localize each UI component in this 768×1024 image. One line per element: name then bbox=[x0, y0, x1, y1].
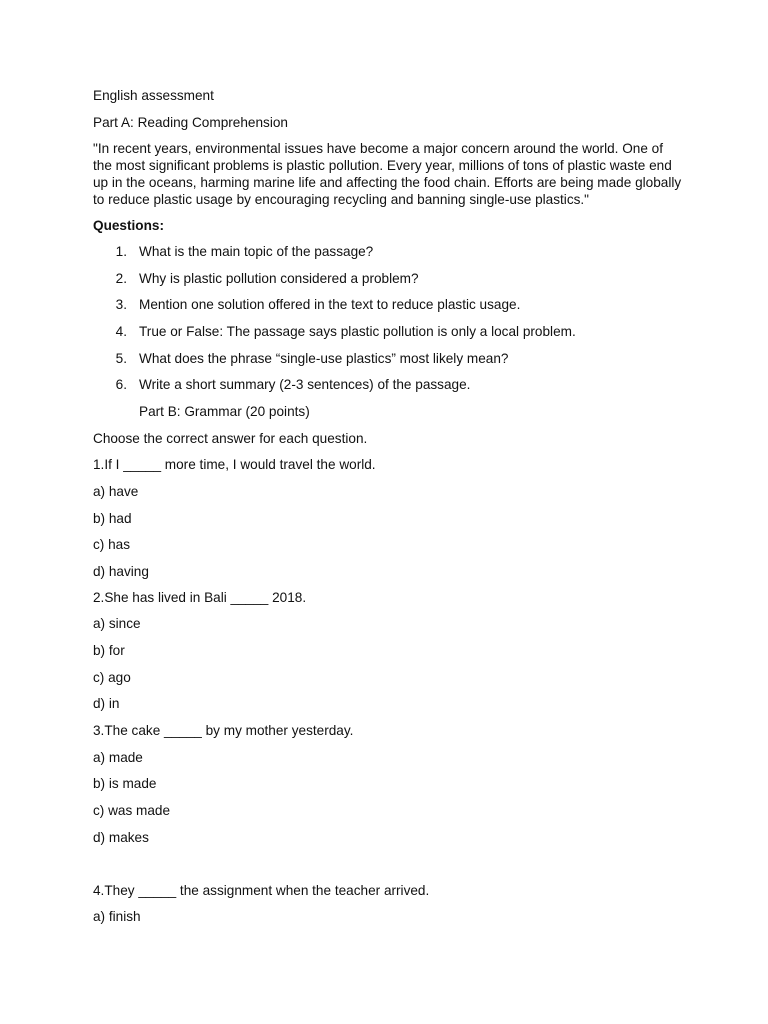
question-text: Why is plastic pollution considered a problem? bbox=[139, 271, 419, 286]
question-text: What is the main topic of the passage? bbox=[139, 244, 374, 259]
answer-option: d) having bbox=[93, 564, 149, 579]
answer-option: b) for bbox=[93, 643, 125, 658]
question-number: 3. bbox=[115, 297, 127, 312]
part-b-instruction: Choose the correct answer for each question. bbox=[93, 431, 368, 446]
reading-passage: "In recent years, environmental issues have become a major concern around the world. One of the most significant problems is plastic pollution. Every year, millions of tons of plastic waste end up in the oceans, harming marine life and affecting the food chain. Efforts are being made globally to reduce plastic usage by encouraging recycling and banning single-use plastics." bbox=[93, 141, 682, 207]
grammar-question: 4.They _____ the assignment when the teacher arrived. bbox=[93, 883, 430, 898]
question-number: 4. bbox=[115, 324, 127, 339]
questions-label: Questions: bbox=[93, 218, 164, 233]
answer-option: c) ago bbox=[93, 670, 131, 685]
answer-option: c) has bbox=[93, 537, 131, 552]
answer-option: a) made bbox=[93, 750, 143, 765]
answer-option: d) in bbox=[93, 696, 120, 711]
question-text: True or False: The passage says plastic pollution is only a local problem. bbox=[139, 324, 576, 339]
answer-option: b) had bbox=[93, 511, 132, 526]
part-b-heading: Part B: Grammar (20 points) bbox=[139, 404, 310, 419]
document-title: English assessment bbox=[93, 88, 214, 103]
question-text: What does the phrase “single-use plastics” most likely mean? bbox=[139, 351, 509, 366]
answer-option: c) was made bbox=[93, 803, 171, 818]
question-number: 6. bbox=[115, 377, 127, 392]
grammar-question: 2.She has lived in Bali _____ 2018. bbox=[93, 590, 307, 605]
answer-option: a) have bbox=[93, 484, 139, 499]
question-text: Mention one solution offered in the text to reduce plastic usage. bbox=[139, 297, 521, 312]
answer-option: d) makes bbox=[93, 830, 149, 845]
grammar-question: 1.If I _____ more time, I would travel the world. bbox=[93, 457, 376, 472]
question-number: 5. bbox=[115, 351, 127, 366]
answer-option: a) finish bbox=[93, 909, 141, 924]
question-number: 2. bbox=[115, 271, 127, 286]
question-text: Write a short summary (2-3 sentences) of the passage. bbox=[139, 377, 471, 392]
answer-option: b) is made bbox=[93, 776, 157, 791]
grammar-question: 3.The cake _____ by my mother yesterday. bbox=[93, 723, 354, 738]
answer-option: a) since bbox=[93, 616, 141, 631]
part-a-heading: Part A: Reading Comprehension bbox=[93, 115, 288, 130]
question-number: 1. bbox=[115, 244, 127, 259]
